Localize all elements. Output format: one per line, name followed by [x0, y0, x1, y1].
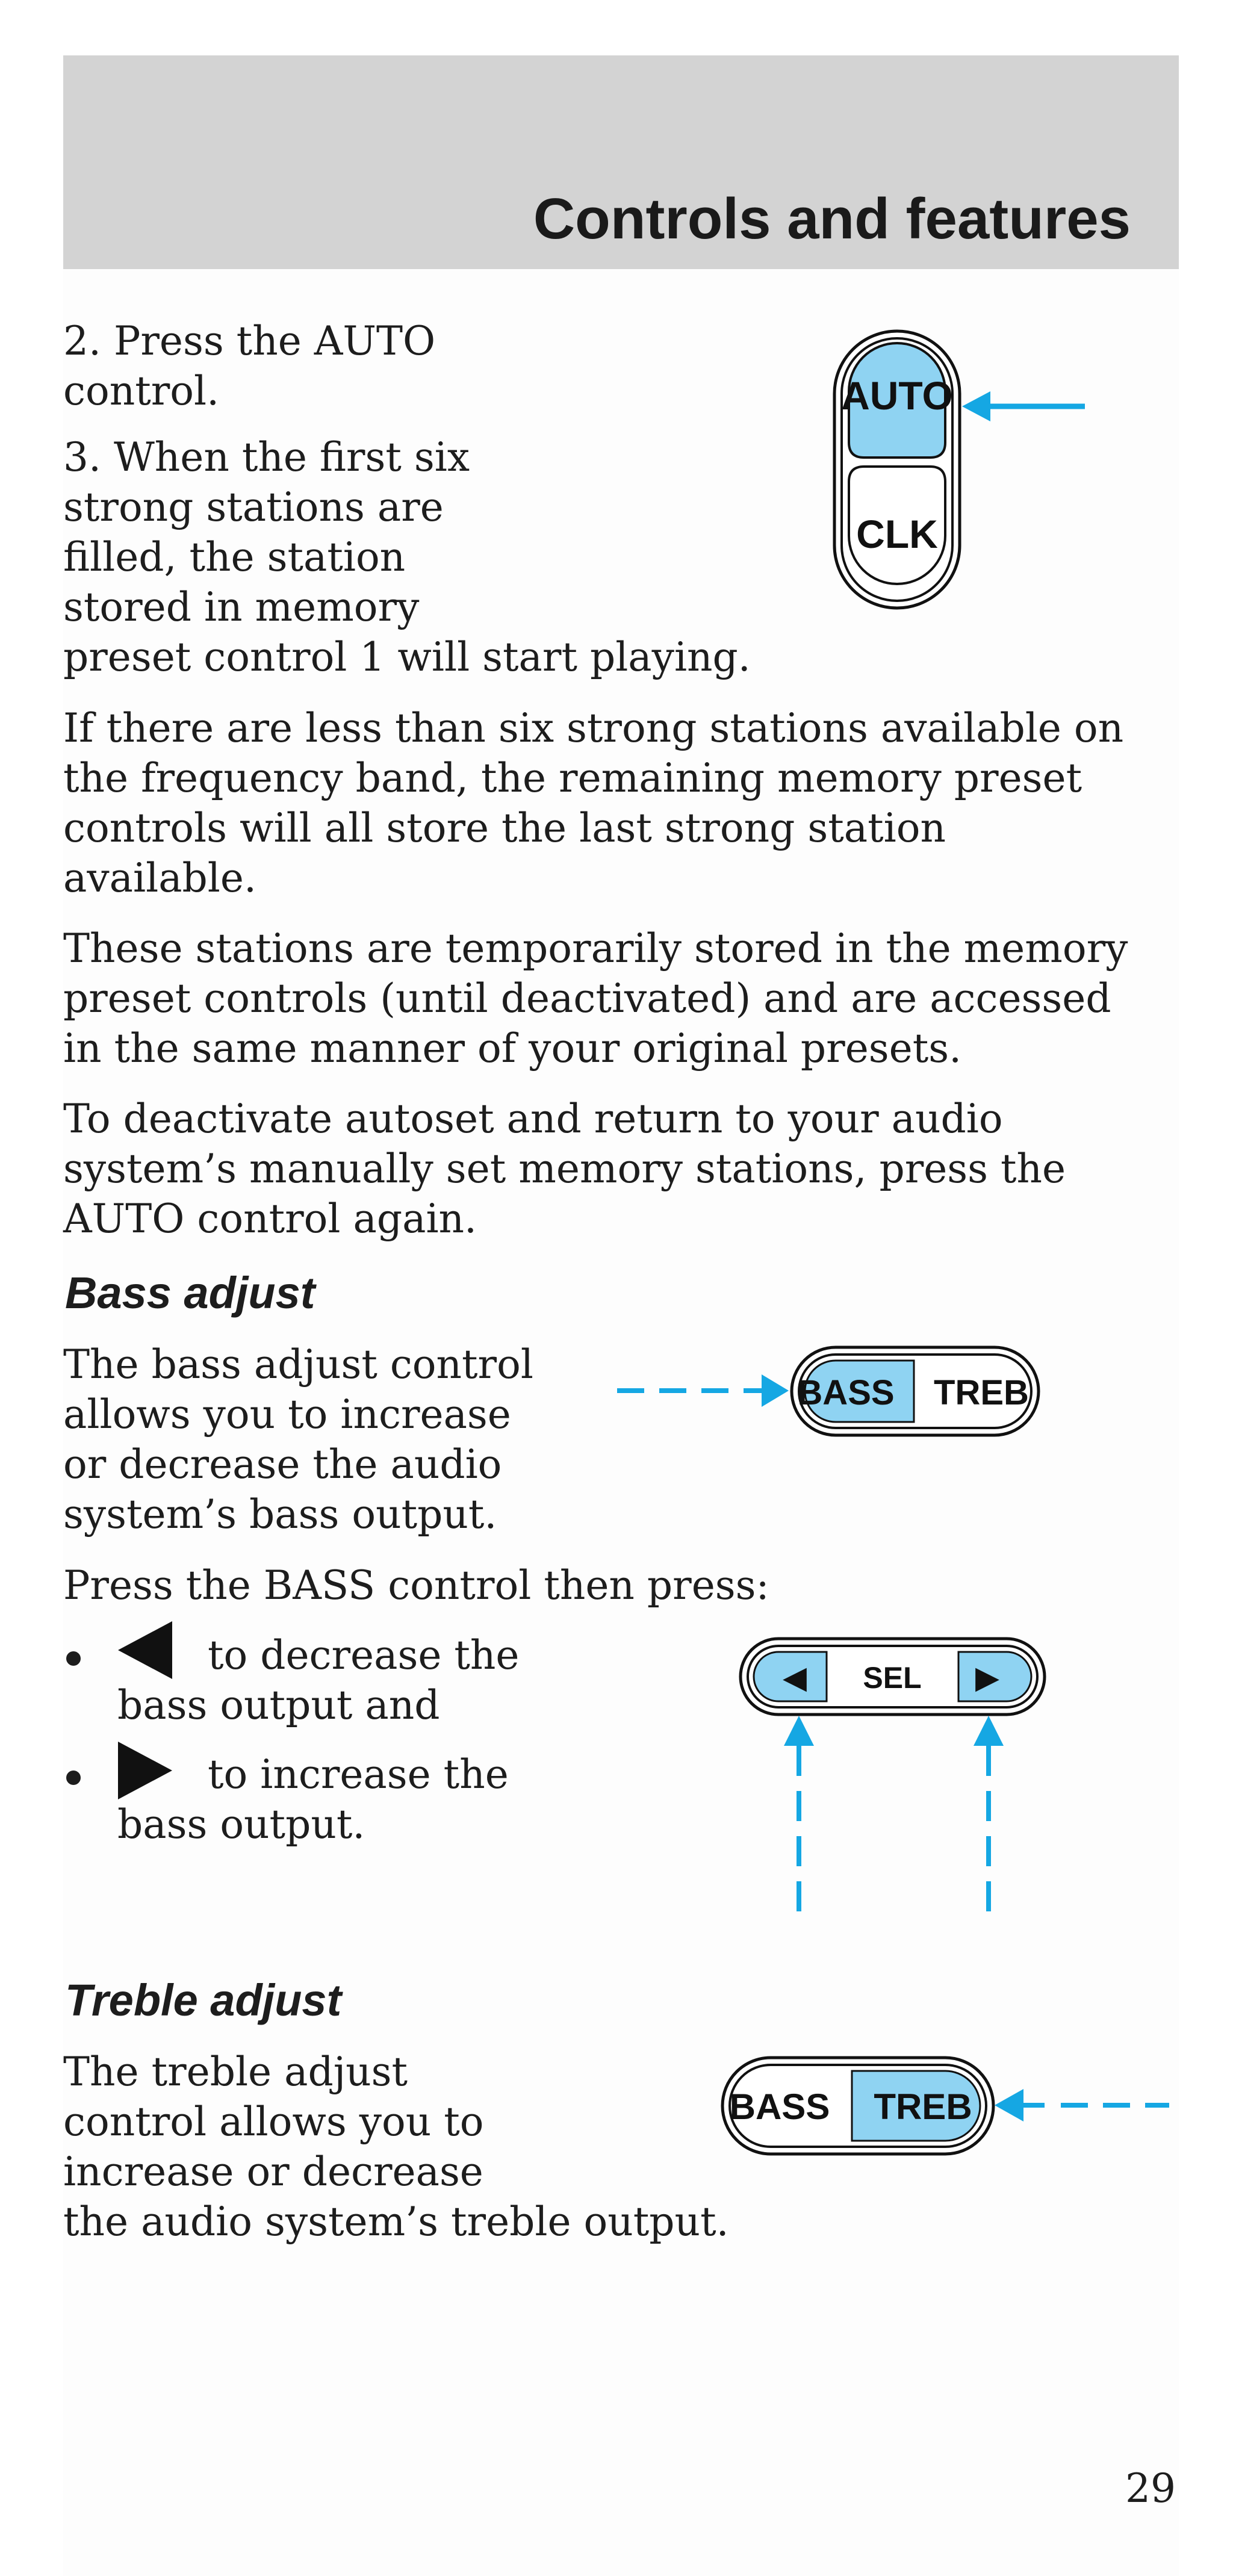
bass-treb-control-illustration	[716, 2047, 1174, 2161]
treb-button-label: TREB	[934, 1373, 1029, 1412]
treble-body-line-4: the audio system’s treble output.	[63, 2199, 729, 2245]
para2-line-2: preset controls (until deactivated) and are accessed	[63, 975, 1111, 1022]
para2-line-1: These stations are temporarily stored in the memory	[63, 925, 1128, 972]
treble-heading: Treble adjust	[65, 1975, 342, 2025]
para3-line-2: system’s manually set memory stations, press the	[63, 1146, 1066, 1192]
page-number: 29	[1125, 2465, 1176, 2512]
step3-line-2: strong stations are	[63, 484, 444, 530]
bullet-dot	[66, 1651, 81, 1666]
para2-line-3: in the same manner of your original presets.	[63, 1025, 962, 1072]
para1-line-2: the frequency band, the remaining memory preset	[63, 755, 1082, 801]
pointer-arrowhead	[974, 1716, 1004, 1746]
para3-line-1: To deactivate autoset and return to your audio	[63, 1096, 1003, 1142]
para1-line-1: If there are less than six strong stations available on	[63, 705, 1124, 751]
treb-button-label: TREB	[874, 2087, 972, 2127]
bass-body-line-3: or decrease the audio	[63, 1441, 502, 1488]
treble-body-line-3: increase or decrease	[63, 2149, 483, 2195]
step3-line-3: filled, the station	[63, 534, 406, 580]
right-arrow-icon	[118, 1742, 172, 1799]
left-arrow-icon	[118, 1621, 172, 1679]
left-arrow-icon: ◀	[783, 1660, 807, 1696]
bass-body-line-4: system’s bass output.	[63, 1491, 497, 1538]
bullet-dot	[66, 1771, 81, 1785]
step3-line-5: preset control 1 will start playing.	[63, 634, 751, 680]
bullet1-line-1: to decrease the	[208, 1632, 520, 1678]
page-title: Controls and features	[533, 187, 1131, 251]
para3-line-3: AUTO control again.	[63, 1196, 477, 1242]
bass-body-line-1: The bass adjust control	[63, 1341, 533, 1388]
pointer-arrowhead	[784, 1716, 814, 1746]
bass-press-line: Press the BASS control then press:	[63, 1562, 769, 1609]
pointer-arrowhead	[762, 1374, 789, 1407]
treble-body-line-1: The treble adjust	[63, 2049, 408, 2095]
auto-clk-control-illustration	[825, 325, 1090, 614]
sel-control-illustration	[735, 1631, 1054, 1932]
step2-line-1: 2. Press the AUTO	[63, 318, 436, 364]
auto-button-label: AUTO	[841, 373, 953, 418]
bass-button-label: BASS	[797, 1373, 895, 1412]
treble-body-line-2: control allows you to	[63, 2099, 484, 2145]
bullet2-line-2: bass output.	[117, 1801, 365, 1848]
step3-line-4: stored in memory	[63, 584, 420, 630]
bass-button-label: BASS	[729, 2087, 830, 2127]
right-arrow-icon: ▶	[975, 1660, 999, 1696]
header-band	[63, 55, 1179, 269]
pointer-arrowhead	[962, 391, 990, 421]
bass-treb-control-illustration	[608, 1336, 1054, 1451]
para1-line-3: controls will all store the last strong station	[63, 805, 946, 851]
bullet2-line-1: to increase the	[208, 1751, 509, 1798]
step3-line-1: 3. When the first six	[63, 434, 470, 480]
step2-line-2: control.	[63, 368, 220, 414]
bass-body-line-2: allows you to increase	[63, 1391, 511, 1438]
sel-button-label: SEL	[863, 1661, 922, 1695]
para1-line-4: available.	[63, 855, 256, 901]
pointer-arrowhead	[995, 2089, 1023, 2121]
clk-button-label: CLK	[856, 512, 938, 556]
bullet1-line-2: bass output and	[117, 1682, 440, 1728]
bass-heading: Bass adjust	[65, 1268, 315, 1318]
